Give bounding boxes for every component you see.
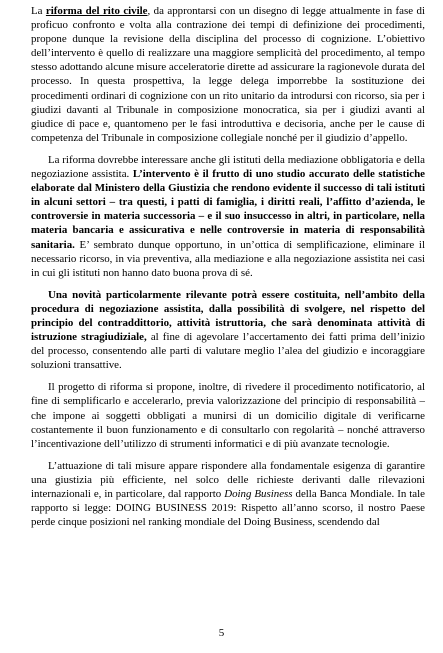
paragraph-doing-business-report bbox=[31, 459, 425, 529]
paragraph-notification-procedure bbox=[31, 380, 425, 450]
text-run: , da approntarsi con un disegno di legge attualmente in fase di proficuo confronto e volta alla contrazione dei tempi di definizione dei procedimenti, propone dunque la revisione della disciplina del processo di cognizione. L’obiettivo dell’intervento è quello di realizzare una maggiore semplicità del procedimento, al tempo stesso adottando alcune misure acceleratorie dirette ad assicurare la ragionevole durata del processo. In questa prospettiva, la legge delega imporrebbe la sostituzione dei procedimenti ordinari di cognizione con un rito unitario da introdursi con ricorso, sia per i giudizi davanti al Tribunale in composizione monocratica, sia per i giudizi avanti al giudice di pace e, quantomeno per le fasi introduttiva e decisoria, anche per le cause di competenza del Tribunale in composizione collegiale nonché per il giudizio d’appello. bbox=[31, 5, 425, 144]
text-run: La riforma dovrebbe interessare anche gli istituti della mediazione obbligatoria e della negoziazione assistita. bbox=[31, 153, 425, 181]
text-run: L’intervento è il frutto di uno studio accurato delle statistiche elaborate dal Ministero della Giustizia che rendono evidente il successo di tali istituti in alcuni settori – tra questi, i patti di famiglia, i diritti reali, l’affitto d’azienda, le controversie in materia successoria – e il suo insuccesso in altri, in particolare, nella materia bancaria e assicurativa e nelle controversie in materia di responsabilità sanitaria. bbox=[31, 168, 425, 251]
text-run: al fine di agevolare l’accertamento dei fatti prima dell’inizio del processo, consentendo alle parti di valutare meglio l’alea del giudizio e incoraggiare soluzioni transattive. bbox=[31, 331, 425, 372]
text-run: E’ sembrato dunque opportuno, in un’ottica di semplificazione, eliminare il necessario ricorso, in via preventiva, alla mediazione e alla negoziazione assistita nei casi in cui gli istituti non hanno dato buona prova di sé. bbox=[31, 238, 425, 279]
text-run: Una novità particolarmente rilevante potrà essere costituita, nell’ambito della procedura di negoziazione assistita, dalla possibilità di svolgere, nel rispetto del principio del contraddittorio, attività istruttoria, che sarà denominata attività di istruzione stragiudiziale, bbox=[31, 288, 425, 344]
text-run: della Banca Mondiale. In tale rapporto si legge: DOING BUSINESS 2019: Rispetto all’anno scorso, il nostro Paese perde cinque posizioni nel ranking mondiale del Doing Business, scendendo dal bbox=[31, 488, 426, 529]
text-run: riforma del rito civile bbox=[45, 5, 148, 17]
text-run: Doing Business bbox=[224, 488, 293, 500]
text-run: La bbox=[31, 5, 46, 17]
paragraph-mediation-negotiation bbox=[31, 153, 425, 280]
page-number: 5 bbox=[218, 627, 225, 639]
paragraph-civil-procedure-reform bbox=[31, 4, 425, 145]
paragraph-extrajudicial-instruction bbox=[31, 288, 425, 373]
text-run: L’attuazione di tali misure appare rispondere alla fondamentale esigenza di garantire una giustizia più efficiente, nel solco delle richieste derivanti dalle rilevazioni internazionali e, in particolare, dal rapporto bbox=[31, 459, 425, 500]
text-run: Il progetto di riforma si propone, inoltre, di rivedere il procedimento notificatorio, al fine di semplificarlo e accelerarlo, previa valorizzazione del principio di responsabilità – che impone ai soggetti obbligati a munirsi di un domicilio digitale di verificarne costantemente il buon funzionamento e di consultarlo con regolarità – nonché attraverso l’incentivazione dell’utilizzo di strumenti informatici e di più avanzate tecnologie. bbox=[31, 381, 425, 450]
